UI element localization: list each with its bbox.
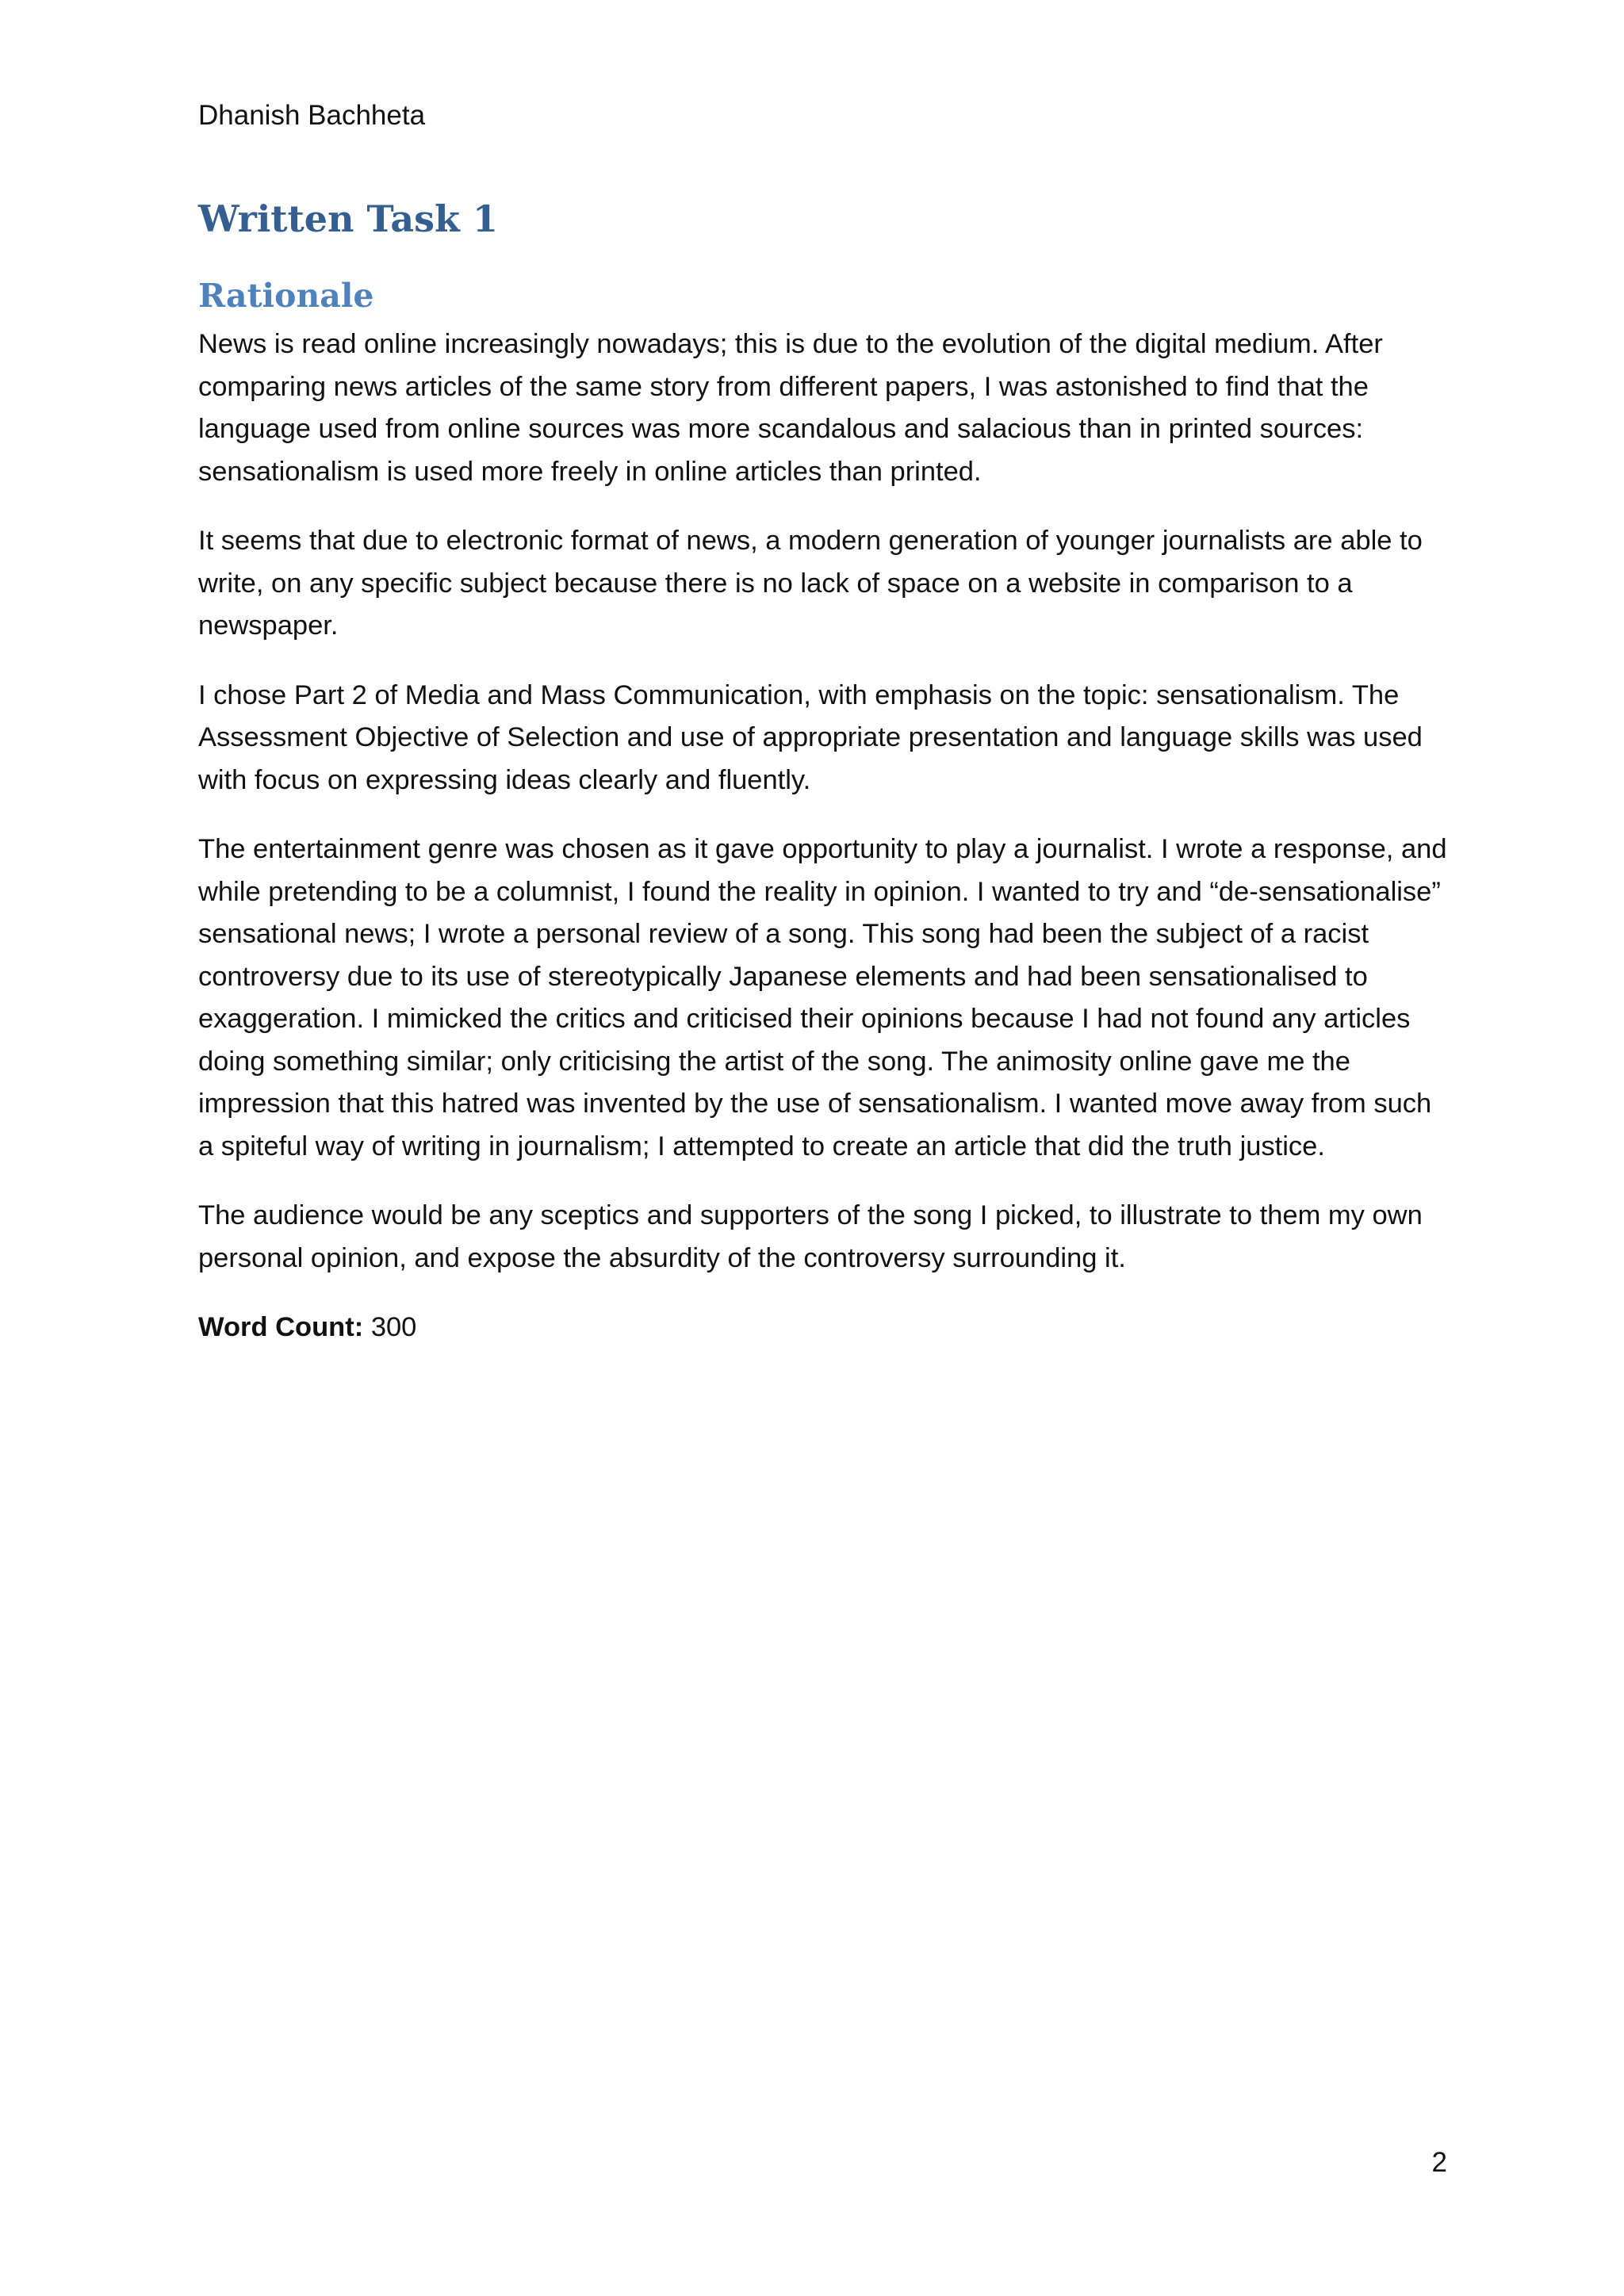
document-page — [198, 0, 1447, 2296]
document-title: Written Task 1 — [198, 197, 498, 240]
paragraph: It seems that due to electronic format of news, a modern generation of younger journalists are able to write, on any specific subject because there is no lack of space on a website in comparison to a newspaper. — [198, 526, 1423, 641]
paragraph: The audience would be any sceptics and supporters of the song I picked, to illustrate to them my own personal opinion, and expose the absurdity of the controversy surrounding it. — [198, 1200, 1423, 1273]
page-number: 2 — [1431, 2147, 1447, 2178]
word-count-label: Word Count: — [198, 1312, 364, 1342]
word-count-value: 300 — [370, 1312, 417, 1342]
paragraph: The entertainment genre was chosen as it gave opportunity to play a journalist. I wrote a response, and while pretending to be a columnist, I found the reality in opinion. I wanted to try and “de-sensationalise” sensational news; I wrote a personal review of a song. This song had been the subject of a racist controversy due to its use of stereotypically Japanese elements and had been sensationalised to exaggeration. I mimicked the critics and criticised their opinions because I had not found any articles doing something similar; only criticising the artist of the song. The animosity online gave me the impression that this hatred was invented by the use of sensationalism. I wanted move away from such a spiteful way of writing in journalism; I attempted to create an article that did the truth justice. — [198, 834, 1447, 1161]
paragraph: I chose Part 2 of Media and Mass Communication, with emphasis on the topic: sensationalism. The Assessment Objective of Selection and use of appropriate presentation and language skills was used with focus on expressing ideas clearly and fluently. — [198, 679, 1423, 795]
word-count — [198, 1307, 1447, 1349]
section-heading-rationale: Rationale — [198, 277, 374, 315]
paragraph: News is read online increasingly nowadays; this is due to the evolution of the digital medium. After comparing news articles of the same story from different papers, I was astonished to find that the language used from online sources was more scandalous and salacious than in printed sources: sensationalism is used more freely in online articles than printed. — [198, 329, 1383, 487]
body-text — [198, 323, 1447, 1376]
author-name: Dhanish Bachheta — [198, 100, 426, 131]
